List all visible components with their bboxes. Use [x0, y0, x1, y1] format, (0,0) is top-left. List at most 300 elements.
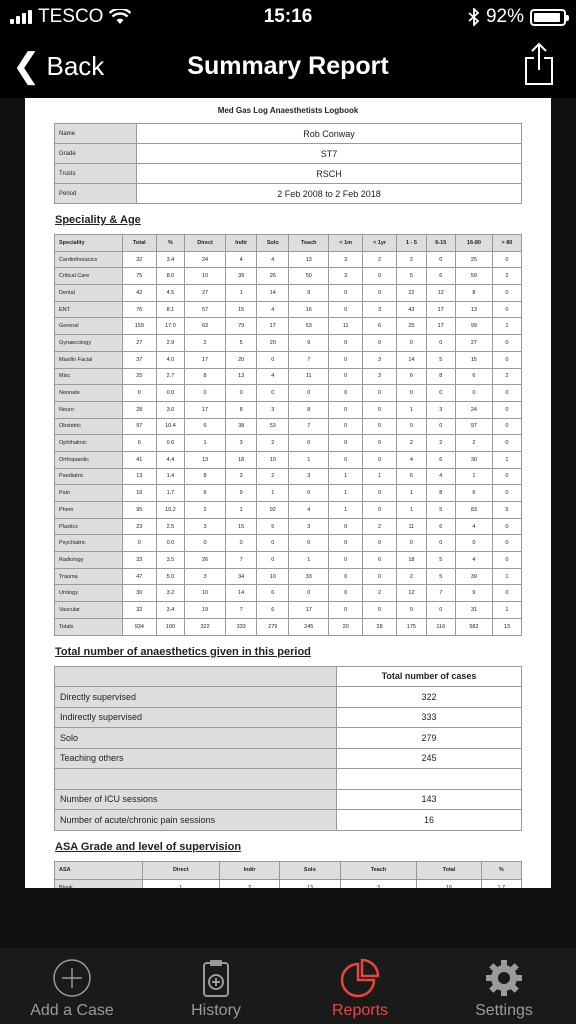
- plus-circle-icon: [52, 958, 92, 998]
- table-row: [55, 164, 522, 184]
- table-cell: 92: [257, 502, 289, 519]
- table-cell: Dental: [55, 285, 123, 302]
- battery-percent: 92%: [485, 6, 524, 27]
- table-cell: 0: [492, 251, 521, 268]
- table-cell: 3.5: [156, 552, 185, 569]
- table-cell: 15: [225, 301, 257, 318]
- table-cell: 0: [289, 535, 329, 552]
- totals-key: Number of acute/chronic pain sessions: [55, 810, 337, 831]
- table-cell: Vascular: [55, 602, 123, 619]
- table-cell: 1: [455, 468, 492, 485]
- table-row: [55, 552, 522, 569]
- table-cell: 12: [397, 585, 426, 602]
- table-cell: 6: [185, 485, 226, 502]
- table-row: [55, 301, 522, 318]
- clipboard-icon: [196, 958, 236, 998]
- table-cell: 75: [123, 268, 157, 285]
- table-cell: Gynaecology: [55, 335, 123, 352]
- table-cell: Critical Care: [55, 268, 123, 285]
- table-cell: 0: [329, 301, 363, 318]
- info-value: 2 Feb 2008 to 2 Feb 2018: [137, 184, 522, 204]
- table-cell: 12: [426, 285, 455, 302]
- table-cell: 0: [257, 535, 289, 552]
- table-cell: 10.4: [156, 418, 185, 435]
- totals-key: Indirectly supervised: [55, 707, 337, 728]
- table-cell: 99: [455, 318, 492, 335]
- share-icon[interactable]: [524, 42, 554, 86]
- table-cell: 76: [123, 301, 157, 318]
- table-cell: 43: [397, 301, 426, 318]
- table-cell: 2: [257, 435, 289, 452]
- table-cell: 13: [289, 251, 329, 268]
- table-cell: Urology: [55, 585, 123, 602]
- table-cell: 4: [257, 251, 289, 268]
- tab-history[interactable]: [144, 948, 288, 1024]
- table-cell: 3.4: [156, 602, 185, 619]
- status-bar: [0, 0, 576, 34]
- column-header: < 1m: [329, 235, 363, 252]
- totals-value: 322: [337, 687, 522, 708]
- table-cell: 3: [225, 435, 257, 452]
- table-cell: 0: [362, 485, 396, 502]
- column-header: Indir: [219, 861, 279, 879]
- table-cell: 4: [397, 451, 426, 468]
- table-cell: 9: [289, 335, 329, 352]
- table-cell: 279: [257, 618, 289, 635]
- table-cell: 8: [185, 468, 226, 485]
- table-cell: 159: [123, 318, 157, 335]
- table-cell: 0: [329, 351, 363, 368]
- info-table: [54, 123, 522, 204]
- table-cell: 2: [492, 368, 521, 385]
- table-cell: Trauma: [55, 568, 123, 585]
- column-header: %: [156, 235, 185, 252]
- table-cell: 3: [329, 251, 363, 268]
- table-cell: 0: [397, 385, 426, 402]
- totals-value: [337, 769, 522, 790]
- table-cell: 3: [362, 351, 396, 368]
- table-cell: 0: [492, 518, 521, 535]
- table-cell: 2: [362, 518, 396, 535]
- table-cell: Cardiothoracics: [55, 251, 123, 268]
- table-cell: 17: [257, 318, 289, 335]
- column-header: 6-15: [426, 235, 455, 252]
- table-cell: 5: [426, 568, 455, 585]
- table-cell: 1: [397, 485, 426, 502]
- table-cell: 1.4: [156, 468, 185, 485]
- back-button[interactable]: [12, 49, 104, 83]
- totals-value: 333: [337, 707, 522, 728]
- table-cell: 6: [362, 318, 396, 335]
- table-cell: 10: [185, 268, 226, 285]
- table-cell: 9: [225, 485, 257, 502]
- table-cell: 0: [329, 451, 363, 468]
- totals-section-title: Total number of anaesthetics given in this period: [55, 645, 311, 658]
- totals-value: 143: [337, 789, 522, 810]
- table-cell: 13: [492, 618, 521, 635]
- table-cell: General: [55, 318, 123, 335]
- column-header: 1 - 5: [397, 235, 426, 252]
- table-cell: 1: [329, 485, 363, 502]
- table-cell: 0: [362, 385, 396, 402]
- table-cell: 5: [426, 502, 455, 519]
- table-cell: 4: [257, 301, 289, 318]
- table-cell: 15: [225, 518, 257, 535]
- table-cell: 1: [492, 568, 521, 585]
- table-cell: 3.2: [156, 585, 185, 602]
- bluetooth-icon: [468, 8, 480, 26]
- carrier-label: TESCO: [38, 6, 104, 27]
- column-header: > 80: [492, 235, 521, 252]
- table-row: [55, 666, 522, 687]
- table-cell: 47: [123, 568, 157, 585]
- table-cell: 26: [257, 268, 289, 285]
- table-cell: 934: [123, 618, 157, 635]
- table-cell: 0: [362, 268, 396, 285]
- table-cell: 17: [289, 602, 329, 619]
- table-cell: 11: [289, 368, 329, 385]
- table-cell: 30: [123, 585, 157, 602]
- table-cell: 0: [362, 435, 396, 452]
- table-row: [55, 351, 522, 368]
- table-cell: 32: [123, 602, 157, 619]
- table-cell: 0: [362, 568, 396, 585]
- table-cell: 0: [257, 552, 289, 569]
- table-row: [55, 184, 522, 204]
- table-cell: 2: [455, 435, 492, 452]
- table-cell: 7: [225, 602, 257, 619]
- table-cell: 0.0: [156, 385, 185, 402]
- table-cell: 17: [185, 401, 226, 418]
- table-cell: 0: [329, 568, 363, 585]
- table-cell: 0: [426, 251, 455, 268]
- table-cell: 0: [185, 535, 226, 552]
- column-header: Total: [417, 861, 481, 879]
- column-header: Teach: [340, 861, 417, 879]
- table-cell: 27: [455, 335, 492, 352]
- table-row: [55, 268, 522, 285]
- table-row: [55, 568, 522, 585]
- table-cell: 0.0: [156, 535, 185, 552]
- table-cell: 79: [225, 318, 257, 335]
- table-cell: 4: [426, 468, 455, 485]
- table-cell: 0: [329, 552, 363, 569]
- table-cell: 28: [362, 618, 396, 635]
- table-row: [55, 435, 522, 452]
- table-cell: 0: [329, 401, 363, 418]
- table-row: [55, 535, 522, 552]
- table-cell: 20: [225, 351, 257, 368]
- info-value: RSCH: [137, 164, 522, 184]
- table-cell: 13: [455, 301, 492, 318]
- table-cell: 0: [426, 385, 455, 402]
- table-cell: 0: [362, 535, 396, 552]
- table-row: [55, 335, 522, 352]
- table-cell: 41: [123, 451, 157, 468]
- tab-bar: [0, 948, 576, 1024]
- table-cell: 1: [225, 285, 257, 302]
- table-cell: 0: [362, 401, 396, 418]
- table-cell: 8.0: [156, 268, 185, 285]
- table-cell: 10: [257, 451, 289, 468]
- tab-label: Add a Case: [30, 1002, 114, 1019]
- column-header: Direct: [185, 235, 226, 252]
- table-cell: 0: [397, 335, 426, 352]
- report-document: [25, 98, 551, 888]
- table-row: [55, 687, 522, 708]
- table-row: [55, 451, 522, 468]
- table-cell: Obstetric: [55, 418, 123, 435]
- info-key: Name: [55, 124, 137, 144]
- table-cell: 0: [289, 435, 329, 452]
- table-cell: Ophthalmic: [55, 435, 123, 452]
- table-cell: 0: [185, 385, 226, 402]
- totals-key: Teaching others: [55, 748, 337, 769]
- table-cell: 0: [362, 285, 396, 302]
- table-cell: 0: [362, 418, 396, 435]
- table-cell: 9: [289, 285, 329, 302]
- table-cell: 0: [329, 518, 363, 535]
- table-cell: 8: [426, 485, 455, 502]
- table-cell: 0: [329, 285, 363, 302]
- totals-key: [55, 769, 337, 790]
- table-cell: 5: [225, 335, 257, 352]
- table-cell: 3: [257, 401, 289, 418]
- table-cell: 100: [156, 618, 185, 635]
- tab-settings[interactable]: [432, 948, 576, 1024]
- table-cell: 322: [185, 618, 226, 635]
- table-row: [55, 385, 522, 402]
- table-cell: 0: [492, 401, 521, 418]
- table-cell: 16: [123, 485, 157, 502]
- table-cell: 1: [225, 502, 257, 519]
- table-cell: 2: [362, 251, 396, 268]
- table-cell: 0: [492, 301, 521, 318]
- table-cell: 2: [185, 502, 226, 519]
- table-cell: 8.1: [156, 301, 185, 318]
- table-cell: 16: [417, 879, 481, 888]
- table-cell: 4.5: [156, 285, 185, 302]
- table-cell: 3: [185, 568, 226, 585]
- table-cell: 0: [289, 585, 329, 602]
- table-cell: Totals: [55, 618, 123, 635]
- table-cell: 3: [362, 368, 396, 385]
- table-cell: 0: [397, 418, 426, 435]
- table-cell: 14: [397, 351, 426, 368]
- table-cell: 0: [329, 602, 363, 619]
- table-row: [55, 602, 522, 619]
- table-cell: Orthopaedic: [55, 451, 123, 468]
- chevron-left-icon: ❮: [12, 47, 41, 85]
- table-cell: 38: [225, 418, 257, 435]
- column-header: ASA: [55, 861, 143, 879]
- table-cell: 0: [492, 351, 521, 368]
- tab-reports[interactable]: [288, 948, 432, 1024]
- table-cell: 0: [289, 385, 329, 402]
- table-cell: 8: [289, 401, 329, 418]
- table-cell: 1: [397, 401, 426, 418]
- table-cell: 1: [492, 451, 521, 468]
- column-header: Teach: [289, 235, 329, 252]
- table-cell: 0: [123, 385, 157, 402]
- table-cell: 13: [280, 879, 340, 888]
- table-cell: 8: [185, 368, 226, 385]
- table-cell: 7: [426, 585, 455, 602]
- table-cell: 0: [455, 535, 492, 552]
- table-cell: Pain: [55, 485, 123, 502]
- asa-section-title: ASA Grade and level of supervision: [55, 840, 242, 853]
- table-cell: 14: [225, 585, 257, 602]
- table-row: [55, 789, 522, 810]
- table-cell: 0: [492, 435, 521, 452]
- table-row: [55, 418, 522, 435]
- table-cell: 4: [455, 552, 492, 569]
- table-cell: 59: [455, 268, 492, 285]
- speciality-section-title: Speciality & Age: [55, 214, 141, 226]
- tab-label: Reports: [331, 1002, 389, 1019]
- table-cell: 22: [397, 285, 426, 302]
- info-key: Trusts: [55, 164, 137, 184]
- table-cell: 5: [426, 552, 455, 569]
- table-cell: Neuro: [55, 401, 123, 418]
- totals-table: [54, 666, 522, 831]
- table-cell: 0: [123, 535, 157, 552]
- table-cell: 97: [455, 418, 492, 435]
- tab-add-a-case[interactable]: [0, 948, 144, 1024]
- table-cell: 1: [289, 451, 329, 468]
- table-cell: 3: [185, 518, 226, 535]
- table-cell: 8: [225, 401, 257, 418]
- table-row: [55, 618, 522, 635]
- table-cell: 31: [455, 602, 492, 619]
- table-cell: 17.0: [156, 318, 185, 335]
- table-row: [55, 468, 522, 485]
- totals-value: 16: [337, 810, 522, 831]
- table-cell: 17: [185, 351, 226, 368]
- table-cell: 0: [426, 602, 455, 619]
- table-cell: 0: [492, 535, 521, 552]
- table-row: [55, 285, 522, 302]
- table-cell: Paediatric: [55, 468, 123, 485]
- table-cell: 2: [397, 251, 426, 268]
- table-cell: Misc: [55, 368, 123, 385]
- info-key: Period: [55, 184, 137, 204]
- table-cell: 0: [329, 335, 363, 352]
- table-cell: 6: [362, 552, 396, 569]
- table-cell: 6: [397, 468, 426, 485]
- table-cell: 1: [329, 502, 363, 519]
- table-cell: 4: [289, 502, 329, 519]
- table-cell: 33: [123, 552, 157, 569]
- table-cell: 1: [185, 435, 226, 452]
- table-row: [55, 401, 522, 418]
- table-cell: 25: [123, 368, 157, 385]
- table-cell: 0: [329, 385, 363, 402]
- table-cell: 9: [455, 585, 492, 602]
- table-cell: 25: [455, 251, 492, 268]
- table-row: [55, 810, 522, 831]
- asa-table: [54, 861, 522, 889]
- table-cell: 39: [225, 268, 257, 285]
- table-cell: 1: [362, 468, 396, 485]
- table-cell: 2: [185, 335, 226, 352]
- table-row: [55, 124, 522, 144]
- table-cell: 5.0: [156, 568, 185, 585]
- table-cell: 3.0: [156, 401, 185, 418]
- column-header: Solo: [257, 235, 289, 252]
- table-cell: 0: [397, 535, 426, 552]
- totals-value: 245: [337, 748, 522, 769]
- table-cell: Blank: [55, 879, 143, 888]
- table-cell: 2.7: [156, 368, 185, 385]
- table-cell: 95: [123, 502, 157, 519]
- table-cell: Neonate: [55, 385, 123, 402]
- table-cell: 57: [185, 301, 226, 318]
- table-cell: Radiology: [55, 552, 123, 569]
- table-cell: 0: [257, 385, 289, 402]
- table-cell: 0: [492, 585, 521, 602]
- table-cell: 27: [123, 335, 157, 352]
- totals-value: 279: [337, 728, 522, 749]
- back-label: Back: [46, 50, 105, 81]
- table-cell: 0: [492, 385, 521, 402]
- table-cell: 4.0: [156, 351, 185, 368]
- table-cell: 42: [123, 285, 157, 302]
- table-cell: 2: [219, 879, 279, 888]
- table-row: [55, 707, 522, 728]
- table-cell: 0: [426, 535, 455, 552]
- table-cell: 0: [426, 418, 455, 435]
- table-cell: 1: [329, 468, 363, 485]
- table-cell: 20: [257, 335, 289, 352]
- table-cell: 2: [257, 468, 289, 485]
- table-row: [55, 368, 522, 385]
- table-cell: 17: [426, 301, 455, 318]
- table-cell: 32: [123, 251, 157, 268]
- table-row: [55, 748, 522, 769]
- table-cell: 0: [455, 385, 492, 402]
- table-cell: 2: [426, 435, 455, 452]
- table-cell: 1: [289, 552, 329, 569]
- table-cell: 0: [362, 451, 396, 468]
- report-viewer[interactable]: [0, 98, 576, 948]
- table-cell: 0: [329, 368, 363, 385]
- table-cell: 24: [185, 251, 226, 268]
- table-cell: 0: [397, 602, 426, 619]
- table-cell: 2.9: [156, 335, 185, 352]
- column-header: < 1yr: [362, 235, 396, 252]
- table-row: [55, 879, 522, 888]
- table-cell: 39: [455, 568, 492, 585]
- table-row: [55, 728, 522, 749]
- table-cell: 0: [329, 535, 363, 552]
- gear-icon: [484, 958, 524, 998]
- signal-icon: [10, 10, 32, 24]
- table-row: [55, 485, 522, 502]
- table-cell: 26: [185, 552, 226, 569]
- table-cell: 1: [257, 485, 289, 502]
- column-header: %: [481, 861, 521, 879]
- table-cell: ENT: [55, 301, 123, 318]
- table-cell: 0: [492, 418, 521, 435]
- table-cell: 1: [142, 879, 219, 888]
- table-row: [55, 318, 522, 335]
- table-cell: 13: [185, 451, 226, 468]
- page-title: Summary Report: [187, 51, 389, 80]
- table-cell: 50: [289, 268, 329, 285]
- table-cell: 6: [185, 418, 226, 435]
- table-cell: 34: [225, 568, 257, 585]
